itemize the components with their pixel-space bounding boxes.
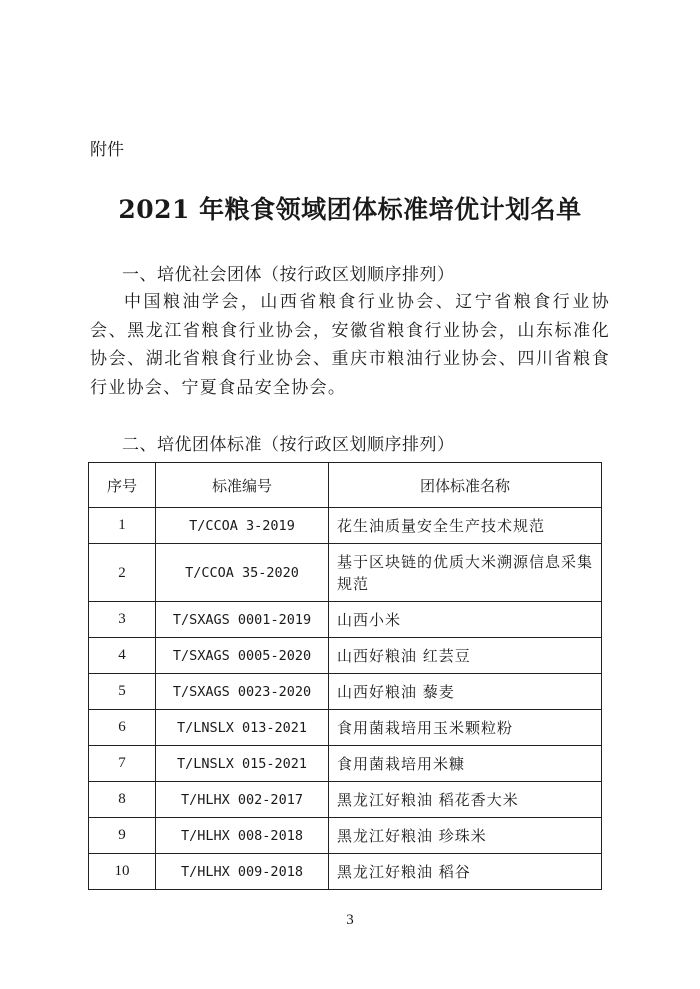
table-row — [89, 746, 602, 782]
standards-table — [88, 462, 602, 890]
section1-heading: 一、培优社会团体（按行政区划顺序排列） — [122, 265, 455, 285]
row-name: 山西好粮油 红芸豆 — [329, 638, 602, 674]
row-serial: 4 — [89, 638, 156, 674]
row-code: T/CCOA 3-2019 — [156, 508, 329, 544]
row-name: 基于区块链的优质大米溯源信息采集规范 — [329, 544, 602, 602]
table-row — [89, 544, 602, 602]
document-title: 2021 年粮食领域团体标准培优计划名单 — [118, 195, 582, 224]
table-row — [89, 674, 602, 710]
row-serial: 7 — [89, 746, 156, 782]
row-code: T/HLHX 009-2018 — [156, 854, 329, 890]
row-code: T/HLHX 002-2017 — [156, 782, 329, 818]
table-row — [89, 854, 602, 890]
row-serial: 9 — [89, 818, 156, 854]
section1-body: 中国粮油学会，山西省粮食行业协会、辽宁省粮食行业协会、黑龙江省粮食行业协会，安徽省粮食行业协会，山东标准化协会、湖北省粮食行业协会、重庆市粮油行业协会、四川省粮食行业协会、宁夏食品安全协会。 — [90, 292, 610, 398]
header-serial: 序号 — [89, 463, 156, 508]
header-code: 标准编号 — [156, 463, 329, 508]
section2-heading: 二、培优团体标准（按行政区划顺序排列） — [122, 435, 455, 455]
table-row — [89, 602, 602, 638]
row-name: 山西好粮油 藜麦 — [329, 674, 602, 710]
table-row — [89, 638, 602, 674]
row-code: T/HLHX 008-2018 — [156, 818, 329, 854]
row-name: 花生油质量安全生产技术规范 — [329, 508, 602, 544]
table-row — [89, 710, 602, 746]
row-serial: 6 — [89, 710, 156, 746]
row-code: T/CCOA 35-2020 — [156, 544, 329, 602]
row-serial: 5 — [89, 674, 156, 710]
header-name: 团体标准名称 — [329, 463, 602, 508]
row-name: 黑龙江好粮油 珍珠米 — [329, 818, 602, 854]
table-row — [89, 818, 602, 854]
row-name: 食用菌栽培用米糠 — [329, 746, 602, 782]
row-serial: 3 — [89, 602, 156, 638]
table-row — [89, 782, 602, 818]
row-name: 黑龙江好粮油 稻花香大米 — [329, 782, 602, 818]
row-code: T/SXAGS 0005-2020 — [156, 638, 329, 674]
row-serial: 2 — [89, 544, 156, 602]
row-code: T/LNSLX 013-2021 — [156, 710, 329, 746]
row-name: 山西小米 — [329, 602, 602, 638]
row-code: T/SXAGS 0023-2020 — [156, 674, 329, 710]
row-code: T/LNSLX 015-2021 — [156, 746, 329, 782]
row-serial: 1 — [89, 508, 156, 544]
row-serial: 10 — [89, 854, 156, 890]
table-row — [89, 508, 602, 544]
row-serial: 8 — [89, 782, 156, 818]
table-header-row — [89, 463, 602, 508]
page-number: 3 — [346, 912, 354, 928]
row-name: 食用菌栽培用玉米颗粒粉 — [329, 710, 602, 746]
row-code: T/SXAGS 0001-2019 — [156, 602, 329, 638]
row-name: 黑龙江好粮油 稻谷 — [329, 854, 602, 890]
attachment-label: 附件 — [90, 140, 124, 160]
